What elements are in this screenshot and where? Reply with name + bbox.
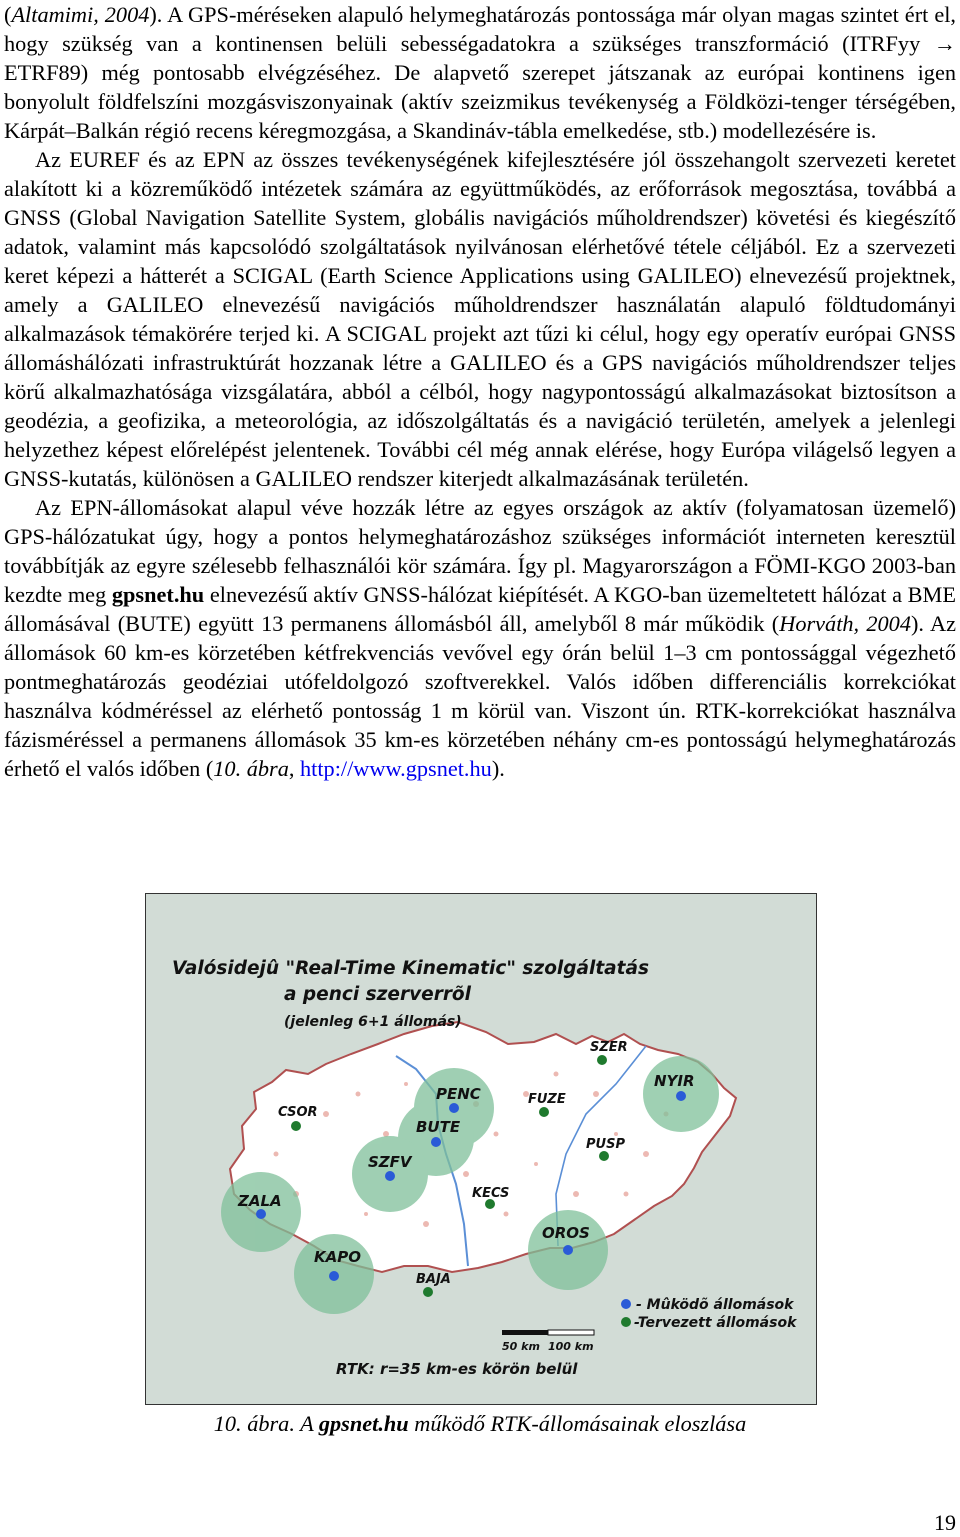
figure-caption (0, 1411, 960, 1437)
scale-bar (502, 1330, 594, 1353)
gpsnet-link[interactable]: http://www.gpsnet.hu (300, 756, 492, 781)
map-title-line2: a penci szerverrõl (284, 984, 471, 1005)
p3-text-a: Az EPN-állomásokat alapul véve hozzák létre az egyes országok az aktív (folyamatosan üzemelő) GPS-hálózatukat úgy, hogy a pontos helymeghatározáshoz szükséges információt interneten keresztül továbbítják az egyre szélesebb felhasználói kör számára. Így pl. Magyarországon a FÖMI-KGO 2003-ban kezdte meg (4, 495, 956, 607)
p3-text-b: elnevezésű aktív GNSS-hálózat kiépítését. A KGO-ban üzemeltetett hálózat a BME állomásával (BUTE) együtt 13 permanens állomásból áll, amelyből 8 már működik ( (4, 582, 956, 636)
page-number: 19 (934, 1510, 956, 1535)
station-dot-nyir (676, 1091, 686, 1101)
station-dot-oros (563, 1245, 573, 1255)
legend-planned: -Tervezett állomások (634, 1315, 797, 1331)
label-szfv: SZFV (368, 1153, 412, 1171)
label-penc: PENC (436, 1085, 481, 1103)
scale-100-label: 100 km (548, 1340, 594, 1353)
label-zala: ZALA (238, 1192, 282, 1210)
label-csor: CSOR (278, 1105, 318, 1120)
map-subtitle: (jelenleg 6+1 állomás) (284, 1014, 462, 1030)
label-bute: BUTE (416, 1118, 461, 1136)
caption-bold: gpsnet.hu (318, 1411, 409, 1436)
legend-planned-dot (621, 1317, 631, 1327)
station-dot-zala (256, 1209, 266, 1219)
label-szer: SZER (590, 1040, 628, 1055)
map-svg (146, 894, 816, 1404)
p3-text-d: , (288, 756, 301, 781)
station-dot-pusp (599, 1151, 609, 1161)
station-dot-penc (449, 1103, 459, 1113)
citation-altamimi: Altamimi, 2004 (11, 2, 150, 27)
scale-bar-segment-1 (502, 1330, 548, 1335)
label-fuze: FUZE (528, 1092, 566, 1107)
p3-text-e: ). (491, 756, 505, 781)
rtk-note: RTK: r=35 km-es körön belül (336, 1360, 578, 1378)
legend-working: - Mûködõ állomások (636, 1297, 794, 1313)
station-dot-baja (423, 1287, 433, 1297)
rtk-station-map (145, 893, 817, 1405)
station-dot-csor (291, 1121, 301, 1131)
label-kecs: KECS (472, 1186, 510, 1201)
station-dot-fuze (539, 1107, 549, 1117)
label-baja: BAJA (416, 1272, 451, 1287)
scale-50-label: 50 km (502, 1340, 540, 1353)
caption-suffix: működő RTK-állomásainak eloszlása (408, 1411, 747, 1436)
p1-text-b: ). A GPS-méréseken alapuló helymeghatározás pontossága már olyan magas szintet ért el, hogy szükség van a kontinensen belüli sebességadatokra a szükséges transzformáció (ITRFyy → ETRF89) még pontosabb elvégzéséhez. De alapvető szerepet játszanak az európai kontinens igen bonyolult földfelszíni mozgásviszonyainak (aktív szeizmikus tevékenység a Földközi-tenger térségében, Kárpát–Balkán régió recens kéregmozgása, a Skandináv-tábla emelkedése, stb.) modellezésére is. (4, 2, 957, 143)
legend-working-dot (621, 1299, 631, 1309)
station-dot-szer (597, 1055, 607, 1065)
map-title-line1: Valósidejû "Real-Time Kinematic" szolgáltatás (172, 958, 649, 979)
station-dot-kapo (329, 1271, 339, 1281)
scale-bar-segment-2 (548, 1330, 594, 1335)
body-text (4, 0, 956, 783)
paragraph-3 (4, 493, 956, 783)
gpsnet-bold: gpsnet.hu (111, 582, 205, 607)
station-dot-bute (431, 1137, 441, 1147)
caption-prefix: 10. ábra. A (213, 1411, 319, 1436)
citation-horvath: Horváth, 2004 (779, 611, 911, 636)
p1-text-a: ( (4, 2, 12, 27)
label-oros: OROS (542, 1224, 590, 1242)
figure-reference: 10. ábra (213, 756, 289, 781)
paragraph-2: Az EUREF és az EPN az összes tevékenységének kifejlesztésére jól összehangolt szervezeti keretet alakított ki a közreműködő intézetek számára az együttműködés, az erőforrások megosztása, továbbá a GNSS (Global Navigation Satellite System, globális navigációs műholdrendszer) követési és kiegészítő adatok, valamint más kapcsolódó szolgáltatások nyilvánosan elérhetővé tétele céljából. Ez a szervezeti keret képezi a hátterét a SCIGAL (Earth Science Applications using GALILEO) elnevezésű projektnek, amely a GALILEO elnevezésű navigációs műholdrendszer használatán alapuló földtudományi alkalmazások témakörére terjed ki. A SCIGAL projekt azt tűzi ki célul, hogy egy operatív európai GNSS állomáshálózati infrastruktúrát hozzanak létre a GALILEO és a GPS navigációs műholdrendszer teljes körű alkalmazhatósága vizsgálatára, abból a célból, hogy nagypontosságú alkalmazásokat biztosítson a geodézia, a geofizika, a meteorológia, az időszolgáltatás és a navigáció területén, amelyek a jelenlegi helyzethez képest előrelépést jelentenek. További cél még annak elérése, hogy Európa világelső legyen a GNSS-kutatás, különösen a GALILEO rendszer kiterjedt alkalmazásának területén. (4, 147, 956, 491)
p3-text-c: ). Az állomások 60 km-es körzetében kétfrekvenciás vevővel egy órán belül 1–3 cm pontossággal végezhető pontmeghatározás geodéziai utófeldolgozó szoftverekkel. Valós időben differenciális korrekciókat használva kódméréssel az elérhető pontosság 1 m körül van. Viszont ún. RTK-korrekciókat használva fázisméréssel a permanens állomások 35 km-es körzetében néhány cm-es pontosságú helymeghatározás érhető el valós időben ( (4, 611, 956, 781)
label-kapo: KAPO (314, 1248, 361, 1266)
label-pusp: PUSP (586, 1137, 625, 1152)
paragraph-1 (4, 0, 956, 145)
station-dot-szfv (385, 1171, 395, 1181)
label-nyir: NYIR (654, 1072, 695, 1090)
